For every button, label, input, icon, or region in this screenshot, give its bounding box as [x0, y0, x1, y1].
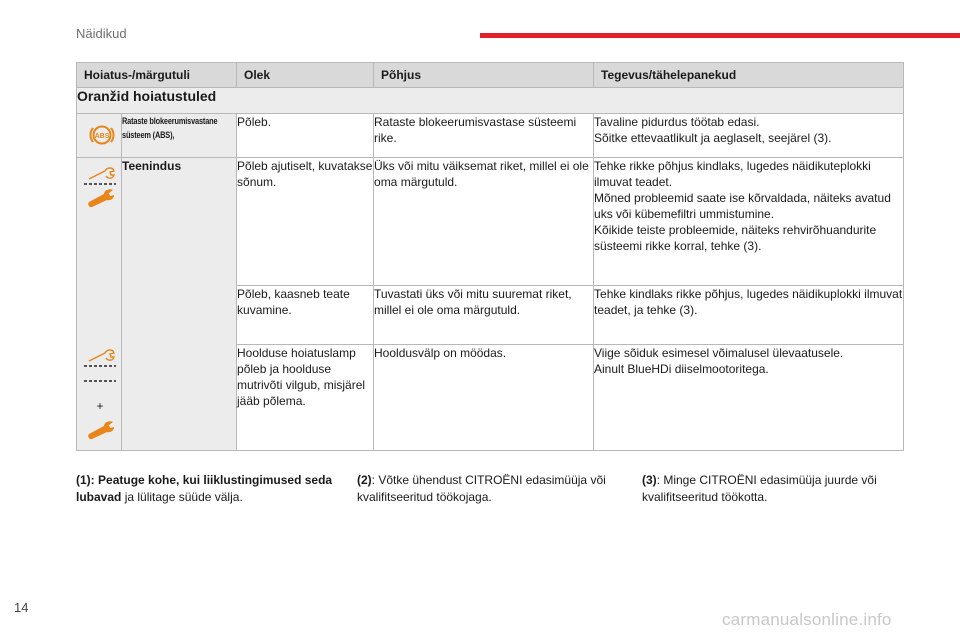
service-name-cell [122, 158, 237, 451]
abs-cause: Rataste blokeerumisvastase süsteemi rike. [374, 114, 594, 158]
service-icon-cell [77, 158, 122, 451]
table-header-row [77, 63, 904, 88]
service-action-1 [594, 158, 904, 286]
service-action-2 [594, 286, 904, 345]
table-row-abs [77, 114, 904, 158]
service-cause-1: Üks või mitu väiksemat riket, millel ei ole oma märgutuld. [374, 158, 594, 286]
column-header-action: Tegevus/tähelepanekud [594, 63, 904, 88]
footnote-text: : Võtke ühendust CITROËNI edasimüüja või kvalifitseeritud töökojaga. [357, 473, 606, 504]
footnote-text: : Minge CITROËNI edasimüüja juurde või kvalifitseeritud töökotta. [642, 473, 877, 504]
abs-name-cell [122, 114, 237, 158]
service-action-3 [594, 345, 904, 451]
watermark: carmanualsonline.info [722, 610, 892, 629]
abs-icon-cell [77, 114, 122, 158]
wrench-plus-wrench-icon [83, 348, 117, 446]
plus-sign: + [96, 399, 104, 413]
header-accent-bar [480, 33, 960, 38]
footnote-2 [357, 472, 622, 506]
service-action-line: Ainult BlueHDi diiselmootoritega. [594, 362, 769, 376]
abs-state: Põleb. [237, 114, 374, 158]
page-number: 14 [14, 600, 29, 615]
service-state-1: Põleb ajutiselt, kuvatakse sõnum. [237, 158, 374, 286]
footnote-bold-text: Peatuge kohe, kui liiklustingimused seda lubavad [76, 473, 333, 504]
table-row-service-1 [77, 158, 904, 286]
service-action-line: Tehke kindlaks rikke põhjus, lugedes näidikuplokki ilmuvat teadet, ja tehke (3). [594, 287, 903, 317]
abs-action-line: Tavaline pidurdus töötab edasi. [594, 115, 760, 129]
column-header-indicator: Hoiatus-/märgutuli [77, 63, 237, 88]
header-title: Näidikud [76, 26, 127, 41]
wrench-icon [83, 166, 117, 210]
footnote-text: ja lülitage süüde välja. [121, 490, 243, 504]
footnote-number: (3) [642, 473, 657, 487]
service-cause-2: Tuvastati üks või mitu suuremat riket, millel ei ole oma märgutuld. [374, 286, 594, 345]
section-title: Oranžid hoiatustuled [77, 88, 904, 114]
service-name: Teenindus [122, 159, 182, 173]
footnote-number: (2) [357, 473, 372, 487]
service-state-2: Põleb, kaasneb teate kuvamine. [237, 286, 374, 345]
abs-icon-label: ABS [94, 133, 110, 140]
abs-warning-icon [89, 122, 115, 148]
abs-action [594, 114, 904, 158]
footnote-3 [642, 472, 904, 506]
service-state-3: Hoolduse hoiatuslamp põleb ja hoolduse mutrivõti vilgub, misjärel jääb põlema. [237, 345, 374, 451]
service-action-line: Mõned probleemid saate ise kõrvaldada, näiteks avatud uks või kübemefiltri ummistumine. [594, 191, 891, 221]
service-action-line: Tehke rikke põhjus kindlaks, lugedes näidikuteplokki ilmuvat teadet. [594, 159, 871, 189]
section-row [77, 88, 904, 114]
service-action-line: Kõikide teiste probleemide, näiteks rehvirõhuandurite süsteemi rikke korral, tehke (3). [594, 223, 877, 253]
abs-action-line: Sõitke ettevaatlikult ja aeglaselt, seejärel (3). [594, 131, 832, 145]
service-action-line: Viige sõiduk esimesel võimalusel ülevaatusele. [594, 346, 844, 360]
footnote-number: (1) [76, 473, 91, 487]
column-header-state: Olek [237, 63, 374, 88]
service-cause-3: Hooldusvälp on möödas. [374, 345, 594, 451]
warning-lights-table [76, 62, 904, 451]
column-header-cause: Põhjus [374, 63, 594, 88]
abs-system-name: Rataste blokeerumisvastane süsteem (ABS), [122, 116, 218, 140]
footnote-1: (1): Peatuge kohe, kui liiklustingimused seda lubavad ja lülitage süüde välja. [76, 473, 333, 504]
